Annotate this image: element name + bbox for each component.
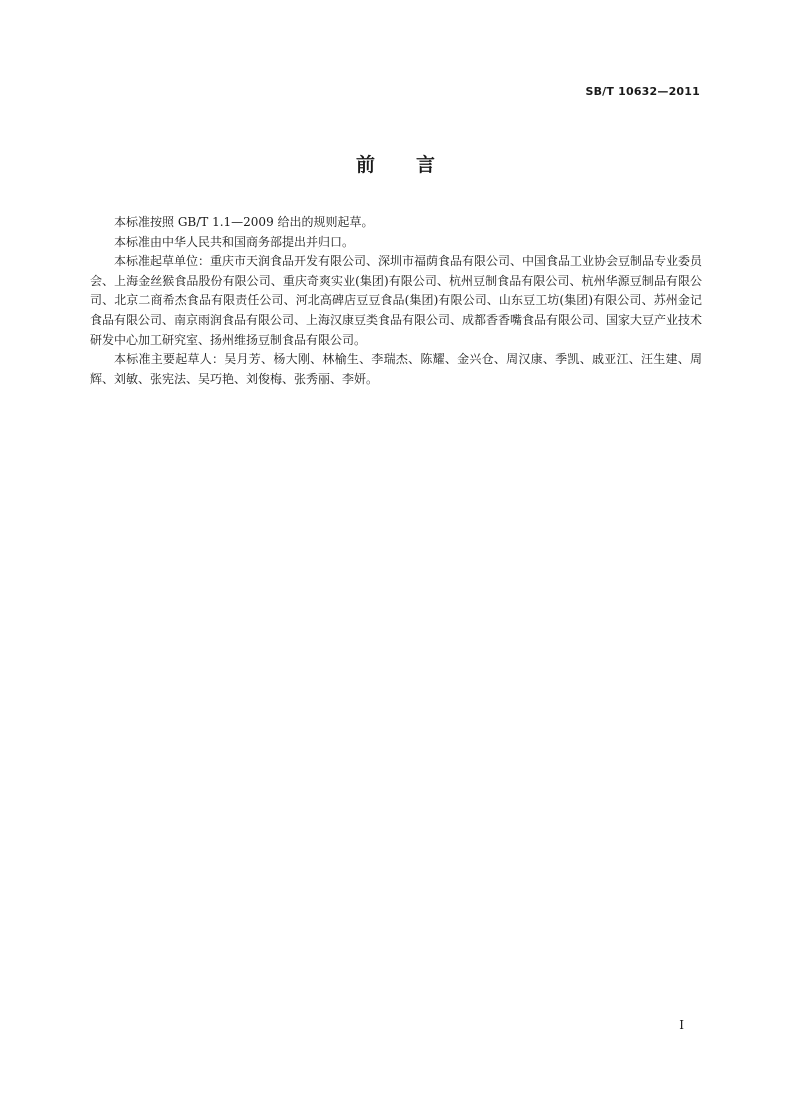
paragraph-drafting-units: 本标准起草单位：重庆市天润食品开发有限公司、深圳市福荫食品有限公司、中国食品工业协会豆制品专业委员会、上海金丝猴食品股份有限公司、重庆奇爽实业(集团)有限公司、杭州豆制食品有限公司、杭州华源豆制品有限公司、北京二商希杰食品有限责任公司、河北高碑店豆豆食品(集团)有限公司、山东豆工坊(集团)有限公司、苏州金记食品有限公司、南京雨润食品有限公司、上海汉康豆类食品有限公司、成都香香嘴食品有限公司、国家大豆产业技术研发中心加工研究室、扬州维扬豆制食品有限公司。 [90,254,703,347]
page-number: I [679,1018,684,1032]
standard-code: SB/T 10632—2011 [585,85,700,98]
page-title [0,151,792,179]
paragraph-drafting-rules: 本标准按照 GB/T 1.1—2009 给出的规则起草。 [114,215,374,229]
paragraph-proposer: 本标准由中华人民共和国商务部提出并归口。 [114,234,355,249]
page-title-char-2: 言 [416,154,437,176]
foreword-body [90,213,702,389]
paragraph-drafters: 本标准主要起草人：吴月芳、杨大刚、林榆生、李瑞杰、陈耀、金兴仓、周汉康、季凯、戚亚江、汪生建、周辉、刘敏、张宪法、吴巧艳、刘俊梅、张秀丽、李妍。 [90,352,702,386]
page-title-char-1: 前 [355,154,376,176]
